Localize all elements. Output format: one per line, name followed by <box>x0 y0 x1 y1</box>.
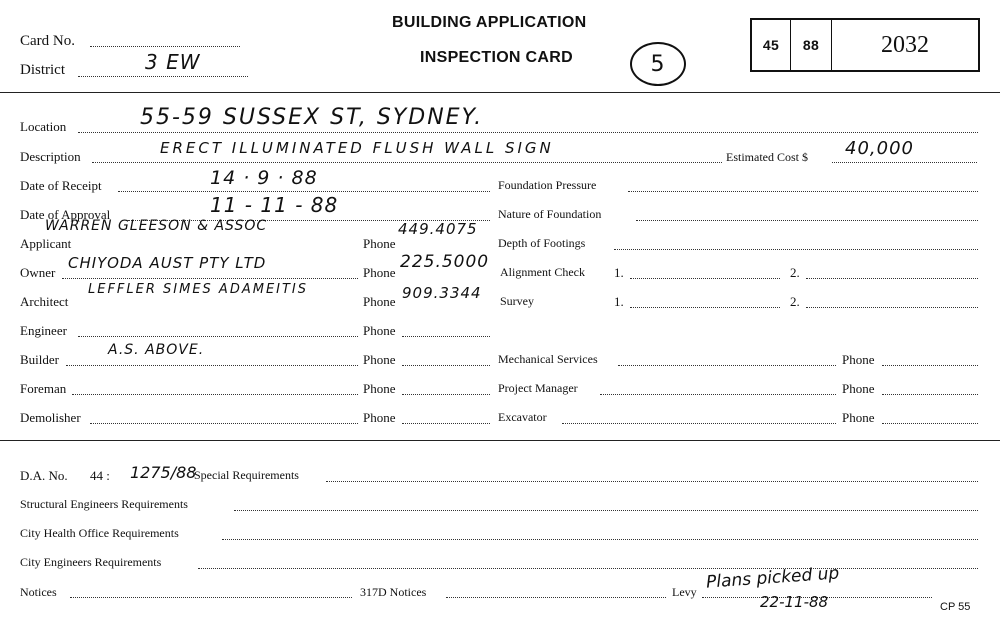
description-value: ERECT ILLUMINATED FLUSH WALL SIGN <box>160 139 554 157</box>
cost-line <box>832 162 977 163</box>
mech-phone-line <box>882 365 978 366</box>
owner-value: CHIYODA AUST PTY LTD <box>68 254 267 272</box>
foreman-line <box>72 394 358 395</box>
city-eng-line <box>198 568 978 569</box>
circled-number <box>630 42 686 86</box>
pm-phone-line <box>882 394 978 395</box>
applicant-phone: 449.4075 <box>398 220 478 238</box>
location-label: Location <box>20 119 67 134</box>
architect-label: Architect <box>20 294 69 309</box>
engineer-line <box>78 336 358 337</box>
applicant-phone-label: Phone <box>363 236 396 251</box>
demolisher-phone-label: Phone <box>363 410 396 425</box>
card-no-label: Card No. <box>20 33 75 49</box>
health-line <box>222 539 978 540</box>
owner-phone: 225.5000 <box>400 252 490 272</box>
mech-phone-label: Phone <box>842 352 875 367</box>
builder-phone-label: Phone <box>363 352 396 367</box>
box-number: 2032 <box>881 31 929 58</box>
structural-line <box>234 510 978 511</box>
date-approval-label: Date of Approval <box>20 207 111 222</box>
depth-footings-label: Depth of Footings <box>498 236 586 250</box>
pressure-line <box>628 191 978 192</box>
location-value: 55-59 SUSSEX ST, SYDNEY. <box>140 105 484 130</box>
title-line1: BUILDING APPLICATION <box>392 14 587 31</box>
pm-label: Project Manager <box>498 381 578 395</box>
middle-divider <box>0 440 1000 441</box>
notices-line <box>70 597 352 598</box>
notices-317d-label: 317D Notices <box>360 585 427 599</box>
engineer-phone-line <box>402 336 490 337</box>
foreman-phone-line <box>402 394 490 395</box>
alignment-line2 <box>806 278 978 279</box>
health-label: City Health Office Requirements <box>20 526 179 540</box>
architect-phone-label: Phone <box>363 294 396 309</box>
pm-line <box>600 394 836 395</box>
applicant-value: WARREN GLEESON & ASSOC <box>45 218 268 234</box>
district-line <box>78 76 248 77</box>
architect-value: LEFFLER SIMES ADAMEITIS <box>88 282 309 297</box>
district-value: 3 EW <box>145 50 201 74</box>
box-b: 88 <box>791 20 832 70</box>
excavator-label: Excavator <box>498 410 547 424</box>
builder-line <box>66 365 358 366</box>
survey-opt1: 1. <box>614 294 624 309</box>
engineer-label: Engineer <box>20 323 67 338</box>
demolisher-line <box>90 423 358 424</box>
architect-phone: 909.3344 <box>402 284 482 302</box>
date-receipt-value: 14 · 9 · 88 <box>210 167 318 189</box>
title-line2: INSPECTION CARD <box>420 49 573 66</box>
alignment-line1 <box>630 278 780 279</box>
structural-label: Structural Engineers Requirements <box>20 497 188 511</box>
excavator-phone-label: Phone <box>842 410 875 425</box>
district-label: District <box>20 62 65 78</box>
survey-label: Survey <box>500 294 534 308</box>
estimated-cost-value: 40,000 <box>845 138 914 159</box>
description-line <box>92 162 722 163</box>
notices-label: Notices <box>20 585 57 599</box>
description-label: Description <box>20 149 81 164</box>
date-receipt-label: Date of Receipt <box>20 178 102 193</box>
builder-label: Builder <box>20 352 59 367</box>
mech-label: Mechanical Services <box>498 352 598 366</box>
special-req-label: Special Requirements <box>194 468 299 482</box>
alignment-label: Alignment Check <box>500 265 585 279</box>
demolisher-phone-line <box>402 423 490 424</box>
survey-opt2: 2. <box>790 294 800 309</box>
applicant-label: Applicant <box>20 236 72 251</box>
survey-line1 <box>630 307 780 308</box>
circled-number-value: 5 <box>650 51 666 77</box>
date-approval-value: 11 - 11 - 88 <box>210 193 339 217</box>
levy-label: Levy <box>672 585 697 599</box>
demolisher-label: Demolisher <box>20 410 81 425</box>
form-code: CP 55 <box>940 601 971 613</box>
levy-note-line1: Plans picked up <box>705 563 840 593</box>
excavator-line <box>562 423 836 424</box>
foreman-phone-label: Phone <box>363 381 396 396</box>
location-line <box>78 132 978 133</box>
top-divider <box>0 92 1000 93</box>
alignment-opt1: 1. <box>614 265 624 280</box>
notices-317d-line <box>446 597 666 598</box>
pm-phone-label: Phone <box>842 381 875 396</box>
nature-line <box>636 220 978 221</box>
receipt-line <box>118 191 490 192</box>
da-prefix: 44 : <box>90 468 110 483</box>
excavator-phone-line <box>882 423 978 424</box>
city-eng-label: City Engineers Requirements <box>20 555 162 569</box>
estimated-cost-label: Estimated Cost $ <box>726 150 808 164</box>
mech-line <box>618 365 836 366</box>
card-no-line <box>90 46 240 47</box>
foreman-label: Foreman <box>20 381 67 396</box>
owner-label: Owner <box>20 265 56 280</box>
levy-note-line2: 22-11-88 <box>760 593 829 611</box>
special-req-line <box>326 481 978 482</box>
foundation-pressure-label: Foundation Pressure <box>498 178 597 192</box>
depth-line <box>614 249 978 250</box>
builder-value: A.S. ABOVE. <box>108 342 205 358</box>
survey-line2 <box>806 307 978 308</box>
application-number-box <box>750 18 980 72</box>
engineer-phone-label: Phone <box>363 323 396 338</box>
box-a: 45 <box>752 20 791 70</box>
nature-foundation-label: Nature of Foundation <box>498 207 602 221</box>
owner-line <box>62 278 358 279</box>
builder-phone-line <box>402 365 490 366</box>
da-label: D.A. No. <box>20 468 68 483</box>
owner-phone-label: Phone <box>363 265 396 280</box>
alignment-opt2: 2. <box>790 265 800 280</box>
da-value: 1275/88 <box>130 463 197 482</box>
